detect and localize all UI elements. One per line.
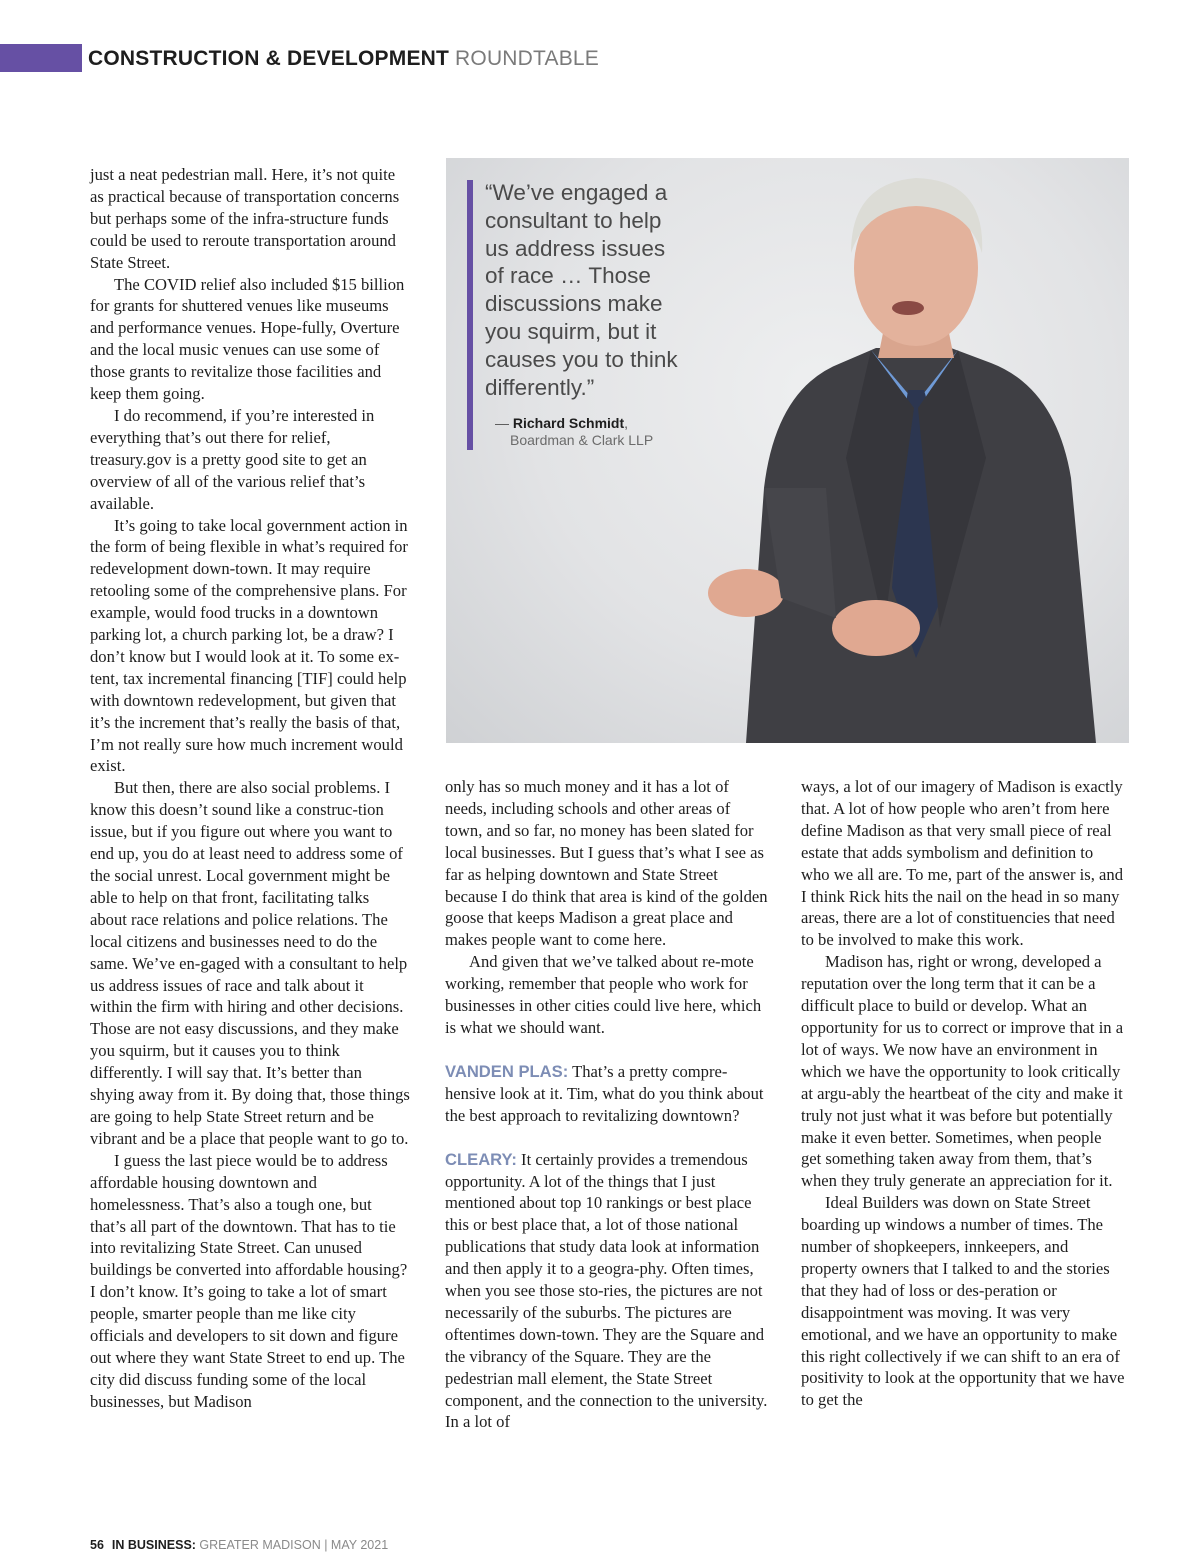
- attribution-dash: —: [495, 415, 509, 431]
- paragraph: But then, there are also social problems. I know this doesn’t sound like a construc-tion issue, but if you figure out where you want to end up, you do at least need to address some of the social unrest. Local government might be able to help on that front, facilitating talks about race relations and police relations. The local citizens and businesses need to do the same. We’ve en-gaged with a consultant to help us address issues of race and talk about it within the firm with hiring and other decisions. Those are not easy discussions, and they make you squirm, but it causes you to think differently. I will say that. It’s better than shying away from it. By doing that, those things are going to help State Street return and be vibrant and be a place that people want to go to.: [90, 778, 410, 1148]
- paragraph: Madison has, right or wrong, developed a reputation over the long term that it can be a difficult place to build or develop. What an opportunity for us to correct or improve that in a lot of ways. We now have an environment in which we have the opportunity to look critically at argu-ably the heartbeat of the city and make it truly not just what it was before but potentially make it even better. Sometimes, when people get something taken away from them, that’s when they truly generate an appreciation for it.: [801, 952, 1124, 1191]
- quote-attribution: [495, 415, 653, 449]
- section-header: [88, 45, 599, 73]
- qa-paragraph: [445, 1061, 769, 1127]
- speaker-label: CLEARY:: [445, 1149, 517, 1169]
- paragraph: Ideal Builders was down on State Street boarding up windows a number of times. The number of shopkeepers, innkeepers, and property owners that I talked to and the stories that they had of loss or des-peration or disappointment was moving. It was very emotional, and we have an opportunity to make this right collectively if we can shift to an era of positivity to look at the opportunity that we have to get the: [801, 1193, 1125, 1410]
- header-accent-bar: [0, 44, 82, 72]
- article-column-3: [801, 776, 1125, 1411]
- paragraph: I guess the last piece would be to address affordable housing downtown and homelessness. That’s also a tough one, but that’s all part of the downtown. That has to tie into revitalizing State Street. Can unused buildings be converted into affordable housing? I don’t know. It’s going to take a lot of smart people, smarter people than me like city officials and developers to sit down and figure out where they want State Street to end up. The city did discuss funding some of the local businesses, but Madison: [90, 1150, 408, 1411]
- paragraph: only has so much money and it has a lot of needs, including schools and other areas of town, and so far, no money has been slated for local businesses. But I guess that’s what I see as far as helping downtown and State Street because I do think that area is kind of the golden goose that keeps Madison a great place and makes people want to come here.: [445, 777, 768, 950]
- paragraph: The COVID relief also included $15 billion for grants for shuttered venues like museums and performance venues. Hope-fully, Overture and the local music venues can use some of those grants to revitalize those facilities and keep them going.: [90, 274, 405, 404]
- speaker-label: VANDEN PLAS:: [445, 1061, 569, 1081]
- article-column-1: [90, 164, 410, 1413]
- paragraph: And given that we’ve talked about re-mote working, remember that people who work for businesses in other cities could live here, which is what we should want.: [445, 952, 762, 1037]
- page-footer: [90, 1537, 388, 1553]
- attribution-comma: ,: [624, 415, 629, 431]
- pull-quote: “We’ve engaged a consultant to help us address issues of race … Those discussions make you squirm, but it causes you to think differently.”: [485, 180, 678, 400]
- qa-paragraph: [445, 1149, 769, 1434]
- page-number: 56: [90, 1538, 104, 1552]
- magazine-name: IN BUSINESS:: [111, 1538, 196, 1552]
- attribution-name: Richard Schmidt: [512, 415, 625, 431]
- section-subtitle: ROUNDTABLE: [455, 47, 600, 70]
- paragraph: I do recommend, if you’re interested in everything that’s out there for relief, treasury.gov is a pretty good site to get an overview of all of the various relief that’s available.: [90, 405, 375, 513]
- speaker-text: That’s a pretty compre-hensive look at it. Tim, what do you think about the best approach to revitalizing downtown?: [445, 1061, 764, 1125]
- section-title: CONSTRUCTION & DEVELOPMENT: [88, 47, 450, 70]
- quote-accent-bar: [467, 180, 473, 450]
- attribution-affiliation: Boardman & Clark LLP: [510, 432, 654, 448]
- paragraph: It’s going to take local government action in the form of being flexible in what’s required for redevelopment down-town. It may require retooling some of the comprehensive plans. For example, would food trucks in a downtown parking lot, a church parking lot, be a draw? I don’t know but I would look at it. To some ex-tent, tax incremental financing [TIF] could help with downtown redevelopment, but given that it’s the increment that’s really the basis of that, I’m not really sure how much increment would exist.: [90, 515, 408, 776]
- paragraph: just a neat pedestrian mall. Here, it’s not quite as practical because of transportation concerns but perhaps some of the infra-structure funds could be used to reroute transportation around State Street.: [90, 165, 400, 272]
- edition-info: GREATER MADISON | MAY 2021: [195, 1538, 389, 1552]
- article-column-2: [445, 776, 769, 1433]
- paragraph: ways, a lot of our imagery of Madison is exactly that. A lot of how people who aren’t from here define Madison as that very small piece of real estate that adds symbolism and definition to who we all are. To me, part of the answer is, and I think Rick hits the nail on the head in so many areas, there are a lot of constituencies that need to be involved to make this work.: [801, 777, 1124, 950]
- speaker-text: It certainly provides a tremendous opportunity. A lot of the things that I just mentioned about top 10 rankings or best place this or best place that, a lot of those national publications that study data look at information and then apply it to a geogra-phy. Often times, when you see those sto-ries, the pictures are not necessarily of the suburbs. The pictures are oftentimes down-town. They are the Square and the vibrancy of the Square. They are the pedestrian mall element, the State Street component, and the connection to the university. In a lot of: [445, 1149, 768, 1432]
